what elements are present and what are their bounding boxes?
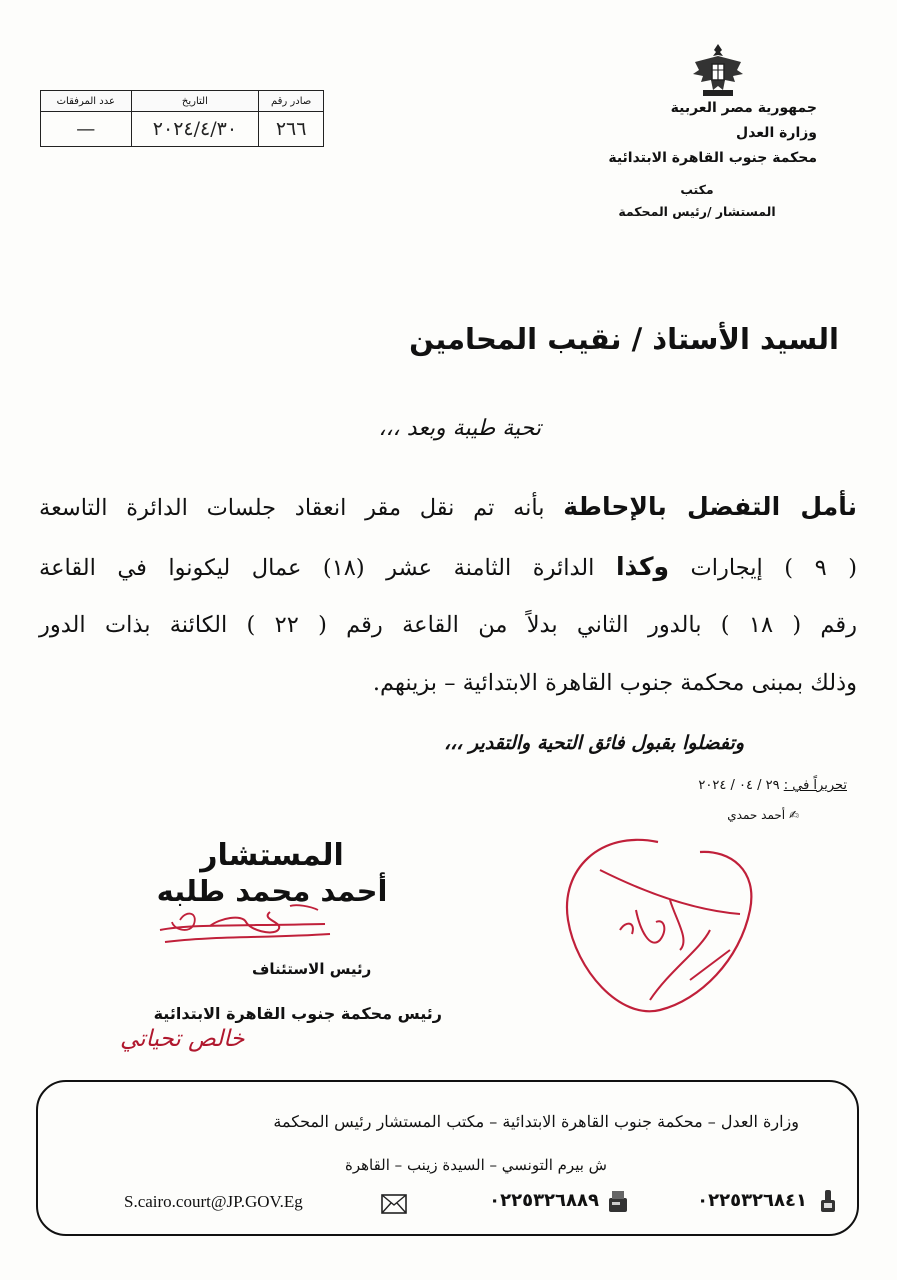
phone-number: ٠٢٢٥٣٢٦٨٤١ — [697, 1190, 807, 1211]
body-line-2-emphasis: وكذا — [615, 552, 670, 581]
fax-number: ٠٢٢٥٣٢٦٨٨٩ — [489, 1190, 599, 1211]
envelope-icon — [381, 1194, 407, 1214]
written-date-label: تحريراً في : — [783, 778, 847, 793]
approval-mark-icon — [540, 830, 770, 1030]
signatory-role-appeal: رئيس الاستئناف — [252, 960, 372, 978]
clerk-note: ✍ أحمد حمدي — [727, 808, 799, 822]
date-header: التاريخ — [131, 91, 259, 112]
body-line-2-part2: الدائرة الثامنة عشر (١٨) عمال ليكونوا في القاعة — [39, 555, 616, 581]
handwritten-note: خالص تحياتي — [120, 1026, 245, 1052]
footer-address-line-1: وزارة العدل – محكمة جنوب القاهرة الابتدائية – مكتب المستشار رئيس المحكمة — [273, 1112, 799, 1131]
body-line-2-part1: ( ٩ ) إيجارات — [669, 555, 857, 581]
attachments-value: — — [41, 112, 132, 147]
closing-line: وتفضلوا بقبول فائق التحية والتقدير ،،، — [444, 732, 744, 754]
outgoing-number-value: ٢٦٦ — [259, 112, 324, 147]
date-value: ٢٠٢٤/٤/٣٠ — [131, 112, 259, 147]
footer-box — [36, 1080, 859, 1236]
signatory-role-court: رئيس محكمة جنوب القاهرة الابتدائية — [153, 1004, 442, 1023]
written-date-value: ٢٩ / ٠٤ / ٢٠٢٤ — [698, 778, 784, 793]
eagle-emblem-icon — [689, 40, 747, 100]
fax-icon — [607, 1188, 629, 1214]
email-address: S.cairo.court@JP.GOV.Eg — [124, 1192, 303, 1211]
reference-table-value-row — [41, 112, 324, 147]
letterhead — [577, 96, 817, 223]
ministry-name: وزارة العدل — [736, 125, 817, 141]
country-name: جمهورية مصر العربية — [670, 100, 817, 116]
body-line-1 — [39, 492, 857, 521]
body-line-2 — [39, 552, 857, 581]
outgoing-number-header: صادر رقم — [259, 91, 324, 112]
office-title: المستشار /رئيس المحكمة — [618, 204, 776, 219]
written-date — [698, 778, 847, 793]
attachments-header: عدد المرفقات — [41, 91, 132, 112]
body-line-1-text: بأنه تم نقل مقر انعقاد جلسات الدائرة التاسعة — [39, 495, 564, 521]
reference-table — [40, 90, 324, 147]
signature-scribble-icon — [150, 900, 340, 960]
addressee: السيد الأستاذ / نقيب المحامين — [409, 322, 839, 356]
body-lead-emphasis: نأمل التفضل بالإحاطة — [563, 492, 857, 521]
phone-icon — [817, 1188, 839, 1214]
body-line-3: رقم ( ١٨ ) بالدور الثاني بدلاً من القاعة رقم ( ٢٢ ) الكائنة بذات الدور — [39, 612, 858, 638]
body-line-4: وذلك بمبنى محكمة جنوب القاهرة الابتدائية – بزينهم. — [372, 670, 857, 696]
greeting: تحية طيبة وبعد ،،، — [378, 416, 541, 441]
reference-table-header-row — [41, 91, 324, 112]
signature-block — [82, 838, 442, 1023]
signatory-name: أحمد محمد طلبه — [156, 874, 388, 908]
court-name: محكمة جنوب القاهرة الابتدائية — [608, 150, 817, 166]
office-label: مكتب — [680, 182, 714, 197]
signatory-title: المستشار — [200, 838, 344, 873]
footer-address-line-2: ش بيرم التونسي – السيدة زينب – القاهرة — [344, 1156, 607, 1174]
